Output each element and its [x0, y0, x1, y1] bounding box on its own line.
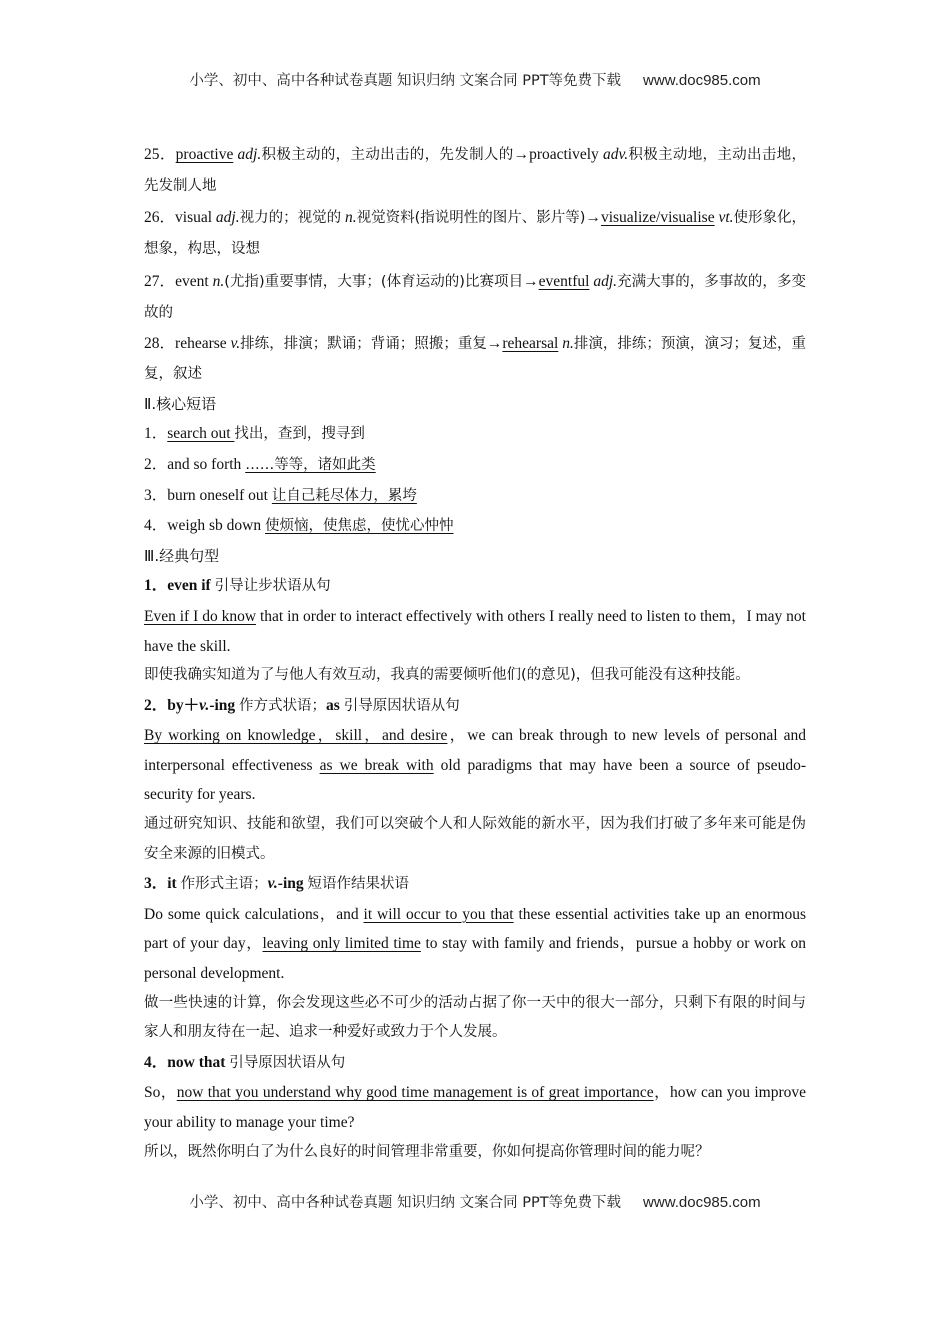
- vocab-word: event: [175, 273, 209, 291]
- phrase-item: 4．weigh sb down 使烦恼，使焦虑，使忧心忡忡: [144, 517, 454, 535]
- example-sentence-en: Do some quick calculations，and it will occur to you that these essential activities take up an enormous part of your day，leaving only limited time to stay with family and friends，pursue a hobby or work on personal development.: [144, 905, 806, 983]
- arrow-icon: →: [513, 146, 530, 163]
- footer-site-link[interactable]: www.doc985.com: [643, 1194, 761, 1211]
- sentence-pattern-title: 2．by＋v.-ing 作方式状语；as 引导原因状语从句: [144, 696, 460, 714]
- phrase-item: 1．search out 找出，查到，搜寻到: [144, 425, 365, 443]
- example-sentence-cn: 所以，既然你明白了为什么良好的时间管理非常重要，你如何提高你管理时间的能力呢？: [144, 1143, 710, 1160]
- example-sentence-en: So，now that you understand why good time management is of great importance，how can you improve your ability to manage your time?: [144, 1084, 807, 1131]
- header-text: 小学、初中、高中各种试卷真题 知识归纳 文案合同 PPT等免费下载: [189, 73, 622, 89]
- vocab-item-28: 28．rehearse v.排练，排演；默诵；背诵；照搬；重复→rehearsal n.排演，排练；预演，演习；复述，重复，叙述: [144, 334, 807, 383]
- arrow-icon: →: [486, 334, 503, 352]
- example-sentence-cn: 做一些快速的计算，你会发现这些必不可少的活动占据了你一天中的很大一部分，只剩下有限的时间与家人和朋友待在一起、追求一种爱好或致力于个人发展。: [144, 994, 806, 1041]
- vocab-item-25: 25．proactive adj.积极主动的，主动出击的，先发制人的→proactively adv.积极主动地，主动出击地，先发制人地: [144, 146, 807, 194]
- vocab-item-27: 27．event n.(尤指)重要事情，大事；(体育运动的)比赛项目→eventful adj.充满大事的，多事故的，多变故的: [144, 273, 806, 321]
- phrase-item: 2．and so forth ……等等，诸如此类: [144, 455, 376, 473]
- sentence-pattern-title: 1．even if 引导让步状语从句: [144, 577, 331, 595]
- sentence-pattern-title: 4．now that 引导原因状语从句: [144, 1053, 346, 1071]
- vocab-word: visual: [175, 209, 213, 227]
- example-sentence-en: By working on knowledge，skill，and desire，we can break through to new levels of personal and interpersonal effectiveness as we break with old paradigms that may have been a source of pseudo-security for years.: [144, 727, 806, 804]
- example-sentence-en: Even if I do know that in order to interact effectively with others I really need to listen to them，I may not have the skill.: [144, 607, 806, 655]
- footer-text: 小学、初中、高中各种试卷真题 知识归纳 文案合同 PPT等免费下载: [189, 1195, 622, 1211]
- vocab-word: proactive: [175, 146, 234, 163]
- document-body: [144, 140, 806, 1167]
- header-site-link[interactable]: www.doc985.com: [643, 72, 761, 89]
- example-sentence-cn: 通过研究知识、技能和欲望，我们可以突破个人和人际效能的新水平，因为我们打破了多年来可能是伪安全来源的旧模式。: [144, 816, 806, 862]
- vocab-item-26: 26．visual adj.视力的；视觉的 n.视觉资料(指说明性的图片、影片等)→visualize/visualise vt.使形象化，想象，构思，设想: [144, 209, 807, 257]
- arrow-icon: →: [523, 273, 539, 291]
- page-footer: [0, 1191, 950, 1212]
- arrow-icon: →: [585, 209, 601, 227]
- example-sentence-cn: 即使我确实知道为了与他人有效互动，我真的需要倾听他们(的意见)，但我可能没有这种技能。: [144, 667, 750, 684]
- vocab-word: rehearse: [175, 334, 227, 352]
- section-heading-sentences: Ⅲ.经典句型: [144, 546, 220, 565]
- phrase-item: 3．burn oneself out 让自己耗尽体力，累垮: [144, 486, 417, 504]
- section-heading-phrases: Ⅱ.核心短语: [144, 394, 217, 413]
- sentence-pattern-title: 3．it 作形式主语；v.-ing 短语作结果状语: [144, 875, 409, 893]
- page-header: [0, 69, 950, 90]
